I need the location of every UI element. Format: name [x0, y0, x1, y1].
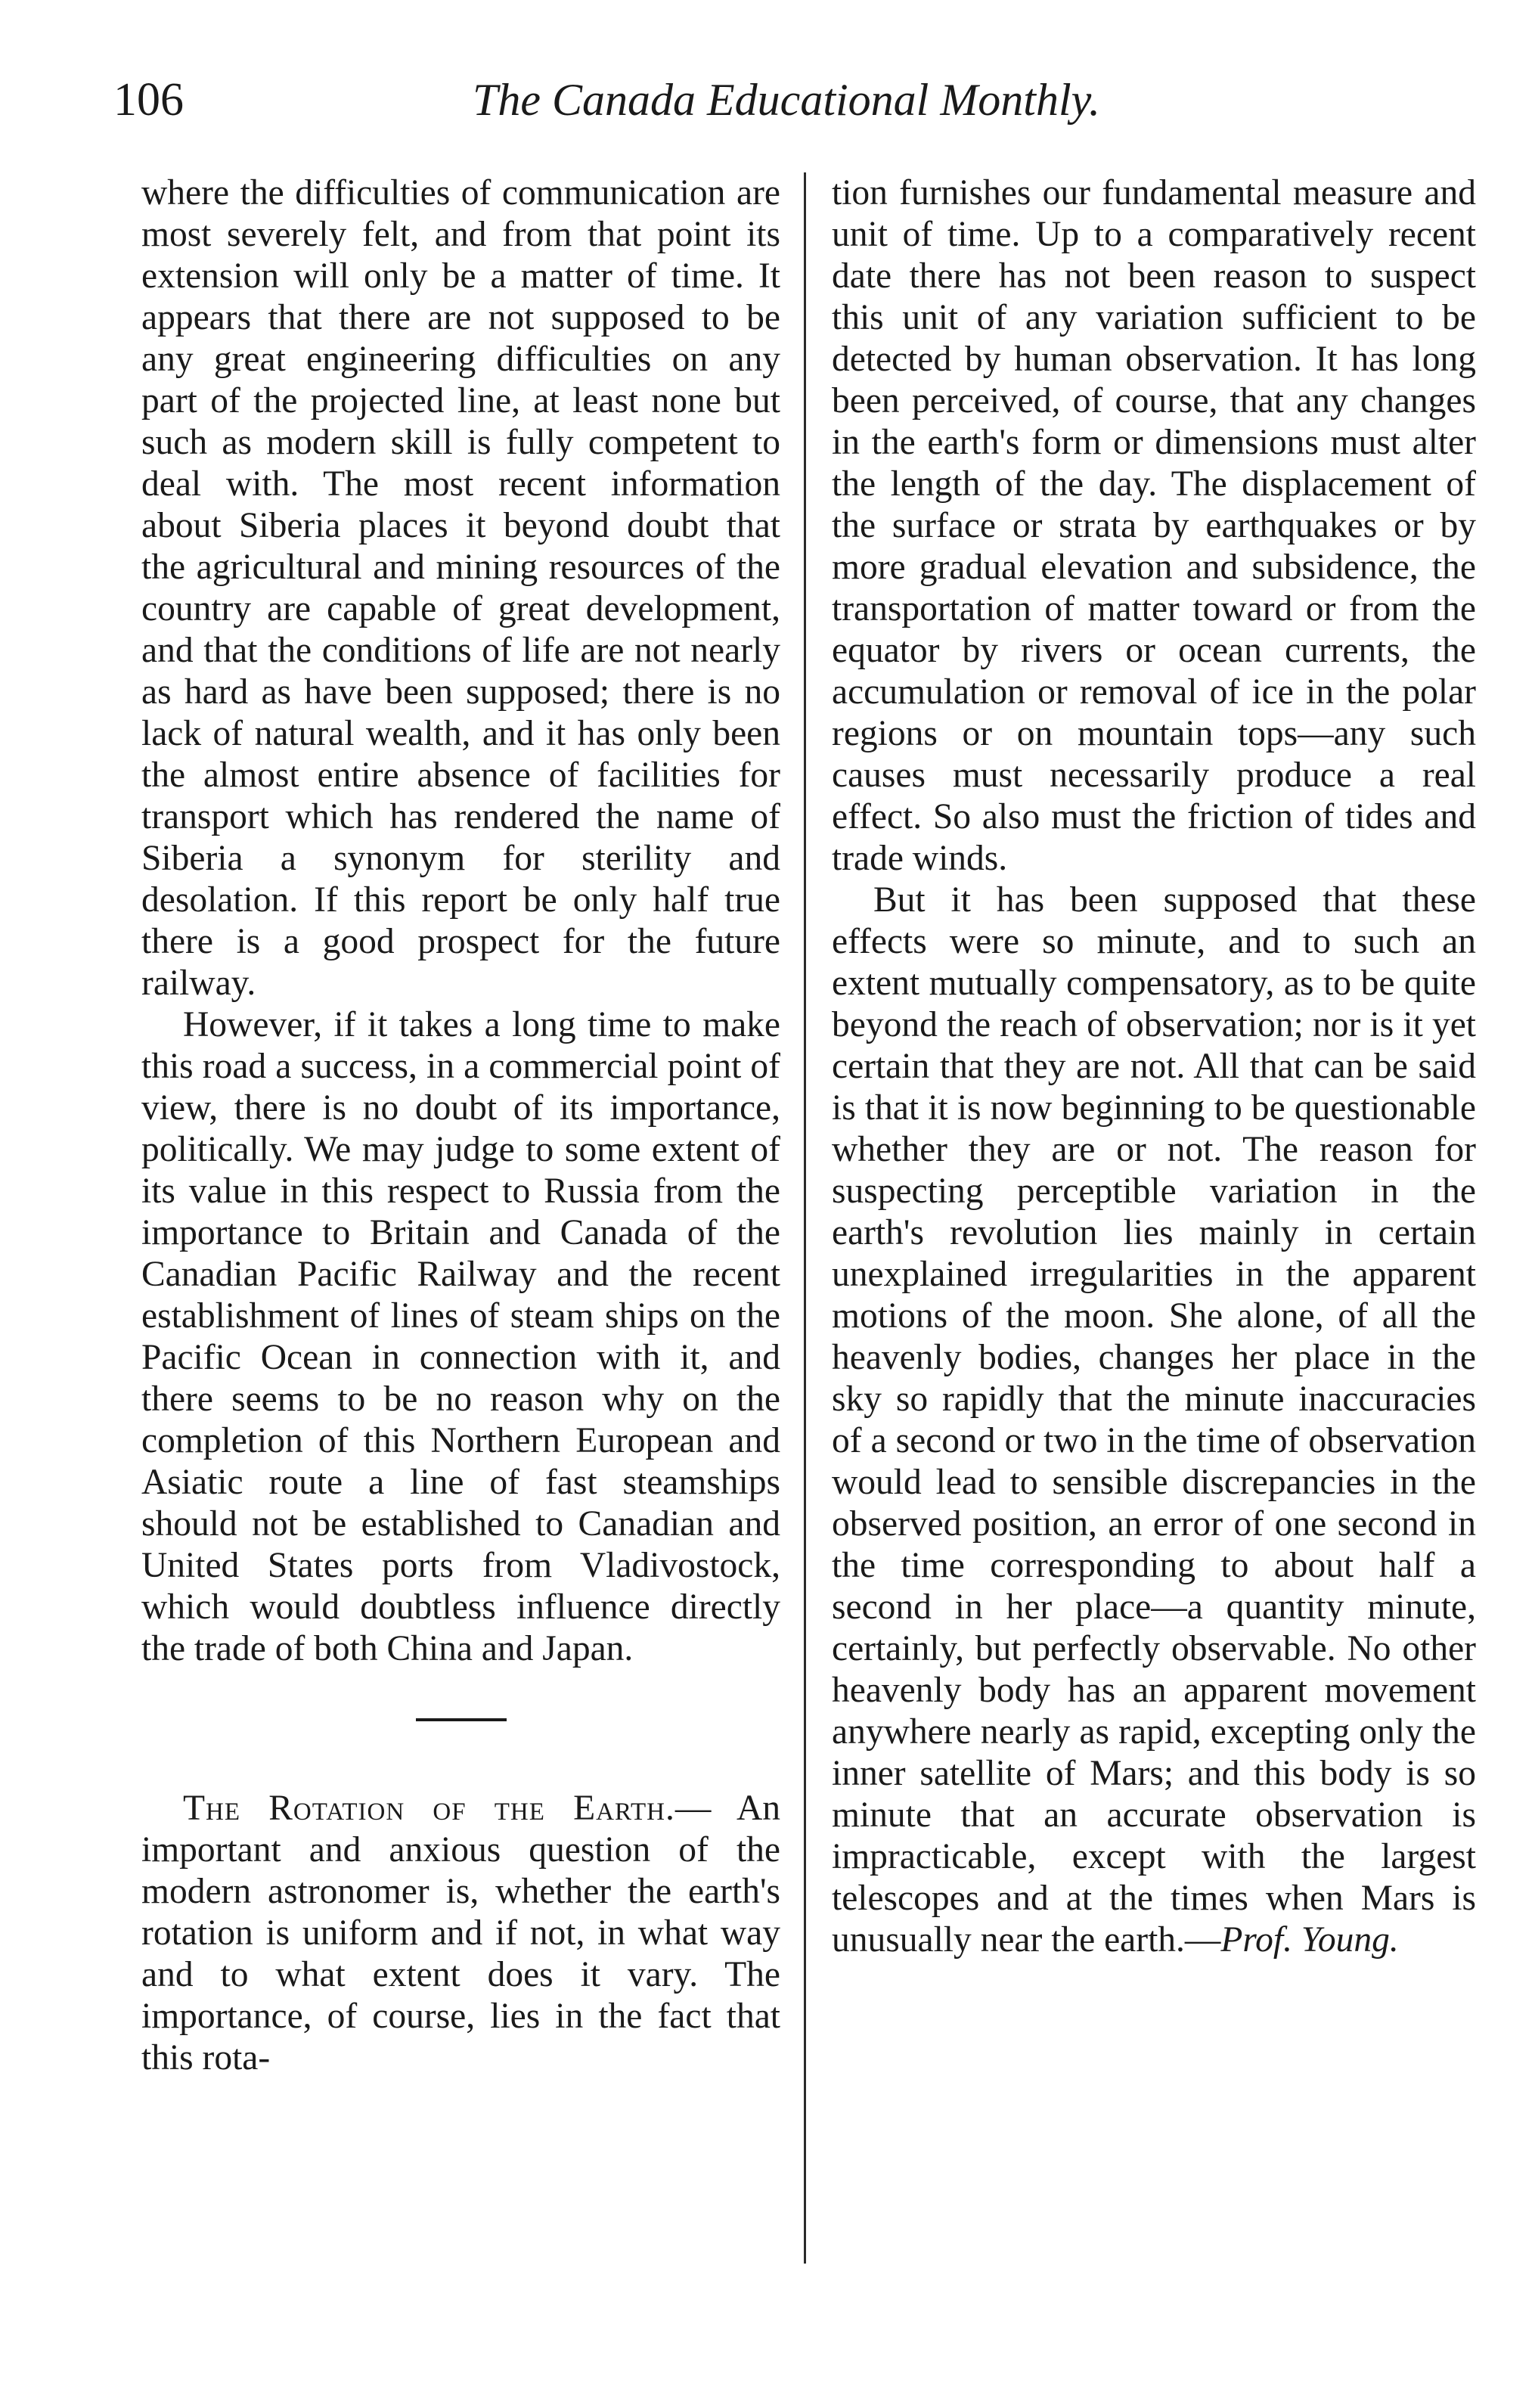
rotation-paragraph-continued: tion furnishes our fundamental measure and unit of time. Up to a comparatively recent date there has not been reason to suspect this unit of any variation sufficient to be detected by human observation. It has long been perceived, of course, that any changes in the earth's form or dimensions must alter the length of the day. The displacement of the surface or strata by earthquakes or by more gradual elevation and subsidence, the transportation of matter toward or from the equator by rivers or ocean currents, the accumulation or removal of ice in the polar regions or on mountain tops—any such causes must necessarily produce a real effect. So also must the friction of tides and trade winds. [832, 173, 1476, 878]
author-attribution: Prof. Young. [1220, 1920, 1399, 1960]
article-heading: The Rotation of the Earth. [183, 1789, 675, 1828]
siberia-paragraph-continued: where the difficulties of communication are most severely felt, and from that point its extension will only be a matter of time. It appears that there are not supposed to be any great engineering difficulties on any part of the projected line, at least none but such as modern skill is fully competent to deal with. The most recent information about Siberia places it beyond doubt that the agricultural and mining resources of the country are capable of great development, and that the conditions of life are not nearly as hard as have been supposed; there is no lack of natural wealth, and it has only been the almost entire absence of facilities for transport which has rendered the name of Siberia a synonym for sterility and desolation. If this report be only half true there is a good prospect for the future railway. [141, 173, 780, 1003]
column-rule [804, 172, 806, 2264]
siberia-paragraph-politics: However, if it takes a long time to make this road a success, in a commercial point of view, there is no doubt of its importance, politically. We may judge to some extent of its value in this respect to Russia from the importance to Britain and Canada of the Canadian Pacific Railway and the recent establishment of lines of steam ships on the Pacific Ocean in connection with it, and there seems to be no reason why on the completion of this Northern European and Asiatic route a line of fast steamships should not be established to Canadian and United States ports from Vladivostock, which would doubtless influence directly the trade of both China and Japan. [141, 1005, 780, 1668]
rotation-article-opening [141, 1788, 780, 2079]
rotation-paragraph-intro: An important and anxious question of the modern astronomer is, whether the earth's rotation is uniform and if not, in what way and to what extent does it vary. The importance, of course, lies in the fact that this rota- [141, 1789, 780, 2078]
journal-title: The Canada Educational Monthly. [473, 75, 1100, 125]
rotation-paragraph-moon [832, 880, 1476, 1961]
page-number: 106 [113, 74, 184, 126]
running-head [113, 62, 1414, 138]
section-divider [416, 1718, 507, 1721]
rotation-paragraph-moon-text: But it has been supposed that these effects were so minute, and to such an extent mutually compensatory, as to be quite beyond the reach of observation; nor is it yet certain that they are not. All that can be said is that it is now beginning to be questionable whether they are or not. The reason for suspecting perceptible variation in the earth's revolution lies mainly in certain unexplained irregularities in the apparent motions of the moon. She alone, of all the heavenly bodies, changes her place in the sky so rapidly that the minute inaccuracies of a second or two in the time of observation would lead to sensible discrepancies in the observed position, an error of one second in the time corresponding to about half a second in her place—a quantity minute, certainly, but perfectly observable. No other heavenly body has an apparent movement anywhere nearly as rapid, excepting only the inner satellite of Mars; and this body is so minute that an accurate observation is impracticable, except with the largest telescopes and at the times when Mars is unusually near the earth.— [832, 880, 1476, 1960]
article-heading-dash: — [674, 1789, 712, 1828]
right-column [832, 172, 1476, 1961]
left-column [141, 172, 780, 2079]
